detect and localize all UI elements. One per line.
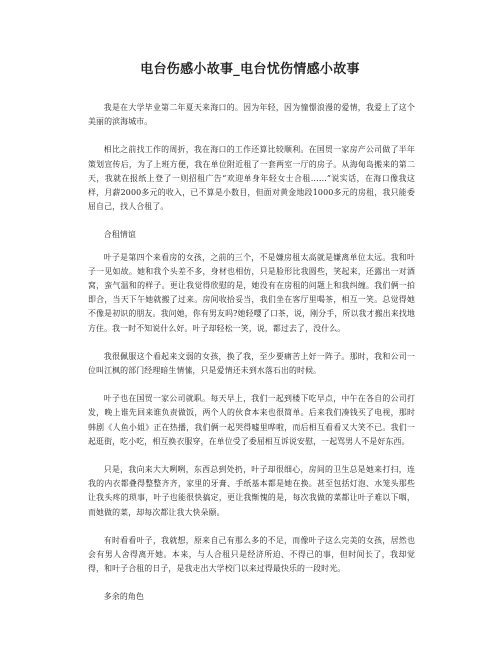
paragraph: 叶子是第四个来看房的女孩，之前的三个，不是嫌房租太高就是嫌离单位太远。我和叶子一见如故。她和我个头差不多，身材也相仿，只是脸形比我圆些，笑起来，还露出一对酒窝，蛮气温和的样子。更让我觉得欣慰的是，她没有在房租的问题上和我纠缠。我们俩一拍即合，当天下午她就搬了过来。房间收拾妥当，我们坐在客厅里喝茶，相互一笑。总觉得她不像是初识的朋友。我问她，你有男友吗?她轻嘤了口茶，说，刚分手，所以我才搬出来找地方住。我一时不知说什么好。叶子却轻松一笑，说，都过去了，没什么。	[88, 252, 415, 333]
document-title: 电台伤感小故事_电台忧伤情感小故事	[140, 62, 360, 77]
paragraph: 相比之前找工作的周折，我在海口的工作还算比较顺利。在国贸一家房产公司做了半年策划宣传后，为了上班方便，我在单位附近租了一套两室一厅的房子。从海甸岛搬来的第二天，我就在报纸上登了一则招租广告“欢迎单身年轻女士合租……”说实话，在海口像我这样，月薪2000多元的收入，已不算是小数目，但面对黄金地段1000多元的房租，我只能委屈自己，找人合租了。	[88, 145, 415, 212]
paragraph: 只是，我向来大大咧咧，东西总到处扔，叶子却很细心，房间的卫生总是她来打扫，连我的内衣都叠得整整齐齐，家里的牙膏、手纸基本都是她在换。甚至包括灯泡、水笼头那些让我头疼的琐事，叶子也能很快搞定，更让我惭愧的是，每次我做的菜都让叶子难以下咽，而她做的菜，却每次都让我大快朵颐。	[88, 465, 415, 517]
section-heading: 多余的角色	[103, 592, 145, 602]
paragraph: 叶子也在国贸一家公司就职。每天早上，我们一起到楼下吃早点，中午在各自的公司打发，晚上谁先回来谁负责做饭，两个人的伙食本来也很简单。后来我们凑钱买了电视，那时韩剧《人鱼小姐》正在热播，我们俩一起哭得嘘里哗啦，而后相互看看又大笑不已。我们一起逛街，吃小吃，相互换衣服穿，在单位受了委屈相互诉说安慰，一起骂男人不是好东西。	[88, 394, 415, 446]
paragraph: 有时看看叶子，我就想，原来自己有那么多的不足，而像叶子这么完美的女孩，居然也会有男人舍得离开她。本来，与人合租只是经济所迫、不得已的事，但时间长了，我却觉得，和叶子合租的日子，是我走出大学校门以来过得最快乐的一段时光。	[88, 535, 415, 574]
paragraph: 我是在大学毕业第二年夏天来海口的。因为年轻，因为憧憬浪漫的爱情，我爱上了这个美丽的滨海城市。	[88, 103, 415, 127]
section-heading: 合租情谊	[103, 230, 136, 240]
document-body	[88, 101, 415, 613]
paragraph: 我很佩服这个看起来文弱的女孩，换了我，至少要痛苦上好一阵子。那时，我和公司一位叫江枫的部门经理暗生情愫，只是爱情还未到水落石出的时候。	[88, 351, 415, 376]
